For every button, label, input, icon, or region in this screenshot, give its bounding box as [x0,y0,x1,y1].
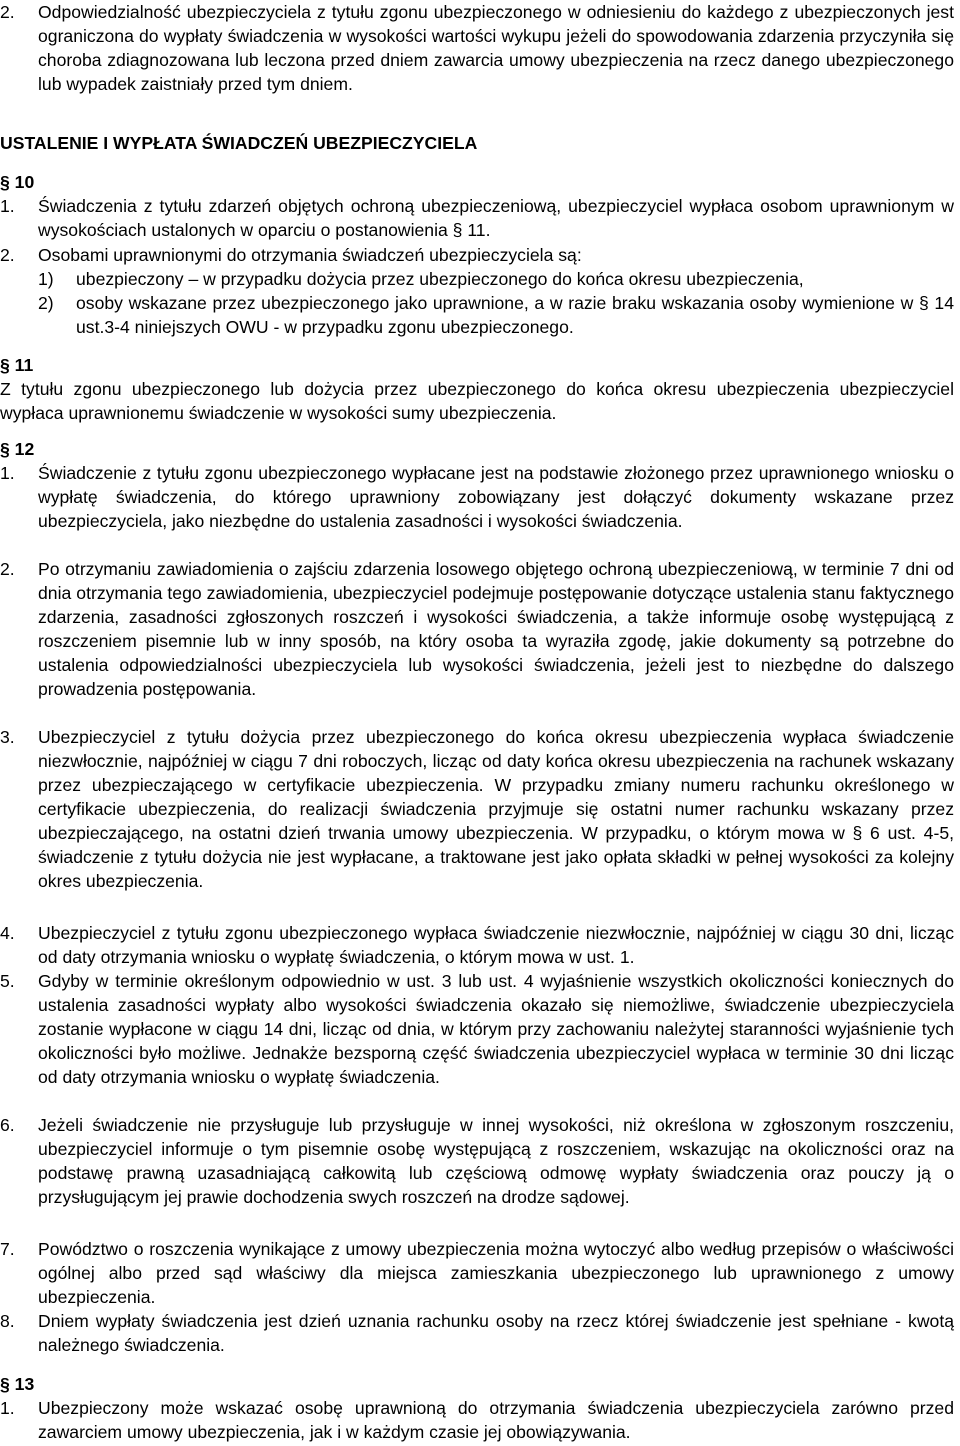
item-text: Ubezpieczyciel z tytułu zgonu ubezpieczonego wypłaca świadczenie niezwłocznie, najpóźniej w ciągu 30 dni, licząc od daty otrzymania wniosku o wypłatę świadczenia, o którym mowa w ust. 1. [38,923,954,967]
list-item [0,0,954,120]
item-number: 2. [0,559,15,579]
item-number: 7. [0,1239,15,1259]
item-number: 4. [0,923,15,943]
sub-item-text: ubezpieczony – w przypadku dożycia przez ubezpieczonego do końca okresu ubezpieczenia, [76,269,804,289]
section-title-10: § 10 [0,172,35,192]
list-item [0,969,954,1113]
item-number: 6. [0,1115,15,1135]
sub-item-number: 1) [38,269,54,289]
item-number: 1. [0,1398,15,1418]
item-number: 2. [0,245,15,265]
list-item [0,194,954,242]
sub-list-item [38,291,954,339]
item-text: Ubezpieczony może wskazać osobę uprawnioną do otrzymania świadczenia ubezpieczyciela zarówno przed zawarciem umowy ubezpieczenia, jak i w każdym czasie jej obowiązywania. [38,1398,954,1442]
section-title-11: § 11 [0,355,34,375]
item-text: Odpowiedzialność ubezpieczyciela z tytułu zgonu ubezpieczonego w odniesieniu do każdego z ubezpieczonych jest ograniczona do wypłaty świadczenia w wysokości wartości wykupu jeżeli do spowodowania zdarzenia przyczyniła się choroba zdiagnozowana lub leczona przed dniem zawarcia umowy ubezpieczenia na rzecz danego ubezpieczonego lub wypadek zaistniały przed tym dniem. [38,2,954,94]
item-text: Ubezpieczyciel z tytułu dożycia przez ubezpieczonego do końca okresu ubezpieczenia wypłaca świadczenie niezwłocznie, najpóźniej w ciągu 7 dni roboczych, licząc od daty końca okresu ubezpieczenia na rachunek wskazany przez ubezpieczającego w certyfikacie ubezpieczenia. W przypadku zmiany numeru rachunku określonego w certyfikacie ubezpieczenia, do realizacji świadczenia przyjmuje się ostatni numer rachunku wskazany przez ubezpieczającego, na ostatni dzień trwania umowy ubezpieczenia. W przypadku, o którym mowa w § 6 ust. 4-5, świadczenie z tytułu dożycia nie jest wypłacane, a traktowane jest jako opłata składki w pełnej wysokości za kolejny okres ubezpieczenia. [38,727,954,891]
item-number: 5. [0,971,15,991]
item-number: 3. [0,727,15,747]
list-item [0,921,954,969]
sub-item-text: osoby wskazane przez ubezpieczonego jako uprawnione, a w razie braku wskazania osoby wymienione w § 14 ust.3-4 niniejszych OWU - w przypadku zgonu ubezpieczonego. [76,293,954,337]
list-item [0,1309,954,1357]
section-title-12: § 12 [0,439,35,459]
item-number: 1. [0,463,15,483]
item-text: Świadczenia z tytułu zdarzeń objętych ochroną ubezpieczeniową, ubezpieczyciel wypłaca osobom uprawnionym w wysokościach ustalonych w oparciu o postanowienia § 11. [38,196,954,240]
list-item [0,461,954,557]
list-item [0,557,954,725]
item-text: Jeżeli świadczenie nie przysługuje lub przysługuje w innej wysokości, niż określona w zgłoszonym roszczeniu, ubezpieczyciel informuje o tym pisemnie osobę występującą z roszczeniem, wskazując na okoliczności oraz na podstawę prawną uzasadniającą całkowitą lub częściową odmowę wypłaty świadczenia oraz pouczy ją o przysługującym jej prawie dochodzenia swych roszczeń na drodze sądowej. [38,1115,954,1207]
item-number: 8. [0,1311,15,1331]
item-text: Gdyby w terminie określonym odpowiednio w ust. 3 lub ust. 4 wyjaśnienie wszystkich okoliczności koniecznych do ustalenia zasadności wypłaty albo wysokości świadczenia okazało się niemożliwe, świadczenie ubezpieczyciela zostanie wypłacone w ciągu 14 dni, licząc od dnia, w którym przy zachowaniu należytej staranności wyjaśnienie tych okoliczności było możliwe. Jednakże bezsporną część świadczenia ubezpieczyciel wypłaca w terminie 30 dni licząc od daty otrzymania wniosku o wypłatę świadczenia. [38,971,954,1087]
item-number: 2. [0,2,15,22]
item-text: Dniem wypłaty świadczenia jest dzień uznania rachunku osoby na rzecz której świadczenie jest spełniane - kwotą należnego świadczenia. [38,1311,954,1355]
item-text: Powództwo o roszczenia wynikające z umowy ubezpieczenia można wytoczyć albo według przepisów o właściwości ogólnej albo przed sąd właściwy dla miejsca zamieszkania ubezpieczonego lub uprawnionego z umowy ubezpieczenia. [38,1239,954,1307]
list-item [0,1237,954,1309]
list-item [0,725,954,917]
list-item [0,1113,954,1233]
item-number: 1. [0,196,15,216]
item-text: Osobami uprawnionymi do otrzymania świadczeń ubezpieczyciela są: [38,245,582,265]
list-item [0,1396,954,1444]
item-text: Po otrzymaniu zawiadomienia o zajściu zdarzenia losowego objętego ochroną ubezpieczeniową, w terminie 7 dni od dnia otrzymania tego zawiadomienia, ubezpieczyciel podejmuje postępowanie dotyczące ustalenia stanu faktycznego zdarzenia, zasadności zgłoszonych roszczeń i wysokości świadczenia, a także informuje osobę występującą z roszczeniem pisemnie lub w inny sposób, na który osoba ta wyraziła zgodę, jakie dokumenty są potrzebne do ustalenia odpowiedzialności ubezpieczyciela lub wysokości świadczenia, jeżeli jest to niezbędne do dalszego prowadzenia postępowania. [38,559,954,699]
list-item [0,243,954,267]
sub-list-item [38,267,954,291]
item-text: Świadczenie z tytułu zgonu ubezpieczonego wypłacane jest na podstawie złożonego przez uprawnionego wniosku o wypłatę świadczenia, do którego uprawniony zobowiązany jest dołączyć dokumenty wskazane przez ubezpieczyciela, jako niezbędne do ustalenia zasadności i wysokości świadczenia. [38,463,954,531]
section-paragraph: Z tytułu zgonu ubezpieczonego lub dożycia przez ubezpieczonego do końca okresu ubezpieczenia ubezpieczyciel wypłaca uprawnionemu świadczenie w wysokości sumy ubezpieczenia. [0,379,954,423]
section-heading: USTALENIE I WYPŁATA ŚWIADCZEŃ UBEZPIECZYCIELA [0,133,478,153]
section-title-13: § 13 [0,1374,35,1394]
sub-item-number: 2) [38,293,54,313]
